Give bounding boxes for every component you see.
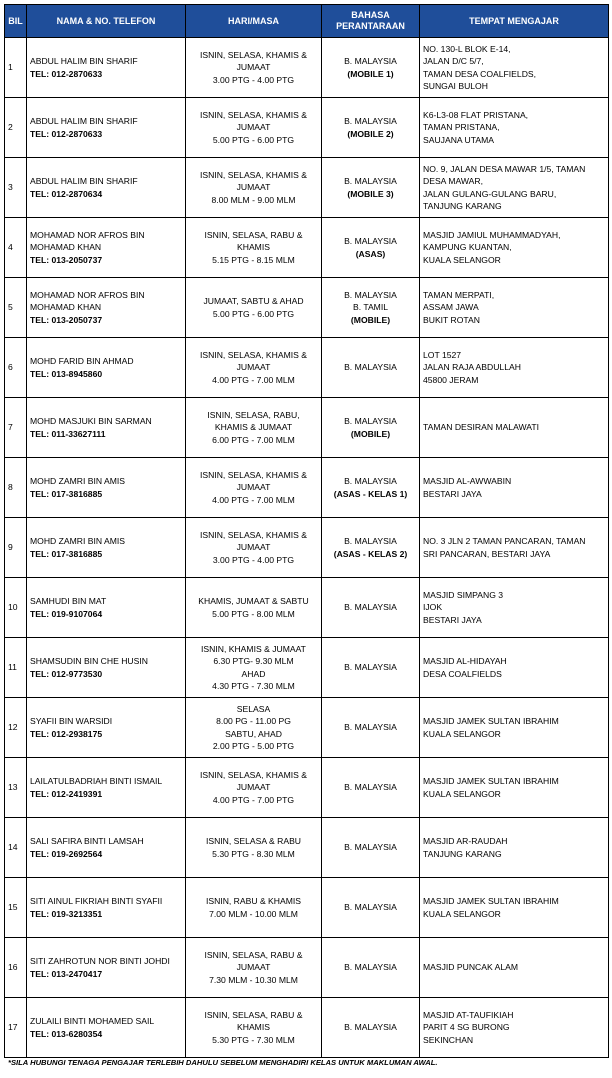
table-row (5, 98, 609, 158)
schedule-line: ISNIN, SELASA, RABU & (204, 949, 303, 960)
header-bahasa-line1: BAHASA (351, 10, 390, 20)
location-line: BESTARI JAYA (423, 614, 482, 625)
header-hari: HARI/MASA (186, 5, 322, 38)
language-line: (ASAS - KELAS 2) (333, 548, 408, 559)
schedule-line: 5.00 PTG - 6.00 PTG (212, 134, 295, 145)
teacher-name: ZULAILI BINTI MOHAMED SAIL (30, 1016, 155, 1027)
location-cell (420, 638, 609, 698)
schedule-line: AHAD (241, 668, 266, 679)
schedule-line: JUMAAT (236, 782, 271, 793)
language-cell (322, 578, 420, 638)
teacher-cell (27, 278, 186, 338)
schedule-line: ISNIN, SELASA, KHAMIS & (200, 349, 307, 360)
language-line: B. MALAYSIA (344, 722, 397, 733)
teacher-name: MOHD ZAMRI BIN AMIS (30, 476, 126, 487)
language-line: B. MALAYSIA (344, 56, 397, 67)
schedule-cell (186, 638, 322, 698)
schedule-line: ISNIN, SELASA, KHAMIS & (200, 49, 307, 60)
location-line: MASJID AL-HIDAYAH (423, 656, 507, 667)
teacher-phone: TEL: 013-2050737 (30, 254, 103, 265)
table-row (5, 638, 609, 698)
location-line: KUALA SELANGOR (423, 908, 501, 919)
teacher-name: ABDUL HALIM BIN SHARIF (30, 176, 138, 187)
teacher-cell (27, 758, 186, 818)
schedule-line: ISNIN, SELASA, KHAMIS & (200, 469, 307, 480)
teacher-name: SITI ZAHROTUN NOR BINTI JOHDI (30, 956, 170, 967)
schedule-line: ISNIN, SELASA, KHAMIS & (200, 169, 307, 180)
teacher-cell (27, 398, 186, 458)
language-line: B. MALAYSIA (344, 902, 397, 913)
row-number: 2 (5, 98, 27, 158)
schedule-line: 6.00 PTG - 7.00 MLM (212, 434, 295, 445)
location-line: LOT 1527 (423, 349, 462, 360)
location-cell (420, 818, 609, 878)
location-cell (420, 518, 609, 578)
table-row (5, 818, 609, 878)
location-cell (420, 278, 609, 338)
schedule-cell (186, 578, 322, 638)
table-row (5, 698, 609, 758)
teacher-cell (27, 518, 186, 578)
table-row (5, 998, 609, 1058)
teacher-name: MOHAMAD NOR AFROS BIN (30, 229, 145, 240)
teacher-phone: TEL: 019-3213351 (30, 908, 103, 919)
location-line: NO. 3 JLN 2 TAMAN PANCARAN, TAMAN (423, 536, 586, 547)
schedule-line: 5.15 PTG - 8.15 MLM (212, 254, 295, 265)
language-cell (322, 998, 420, 1058)
header-bahasa (322, 5, 420, 38)
schedule-line: JUMAAT (236, 962, 271, 973)
language-cell (322, 938, 420, 998)
language-line: B. MALAYSIA (344, 662, 397, 673)
schedule-line: JUMAAT, SABTU & AHAD (203, 296, 304, 307)
location-line: MASJID JAMEK SULTAN IBRAHIM (423, 716, 559, 727)
teacher-phone: TEL: 012-2870633 (30, 68, 103, 79)
location-line: KUALA SELANGOR (423, 728, 501, 739)
schedule-cell (186, 398, 322, 458)
language-line: B. MALAYSIA (344, 176, 397, 187)
language-cell (322, 158, 420, 218)
language-cell (322, 98, 420, 158)
table-row (5, 338, 609, 398)
schedule-line: JUMAAT (236, 182, 271, 193)
schedule-line: KHAMIS, JUMAAT & SABTU (198, 596, 309, 607)
schedule-line: JUMAAT (236, 62, 271, 73)
row-number: 10 (5, 578, 27, 638)
table-row (5, 218, 609, 278)
location-line: KAMPUNG KUANTAN, (423, 242, 512, 253)
location-line: MASJID SIMPANG 3 (423, 589, 504, 600)
language-cell (322, 758, 420, 818)
teacher-phone: TEL: 012-2419391 (30, 788, 103, 799)
language-line: B. MALAYSIA (344, 602, 397, 613)
teacher-cell (27, 578, 186, 638)
table-row (5, 518, 609, 578)
teacher-name: SHAMSUDIN BIN CHE HUSIN (30, 656, 148, 667)
teacher-name: MOHAMAD KHAN (30, 302, 102, 313)
language-cell (322, 638, 420, 698)
location-line: MASJID JAMEK SULTAN IBRAHIM (423, 896, 559, 907)
table-row (5, 578, 609, 638)
teacher-phone: TEL: 012-9773530 (30, 668, 103, 679)
header-tempat: TEMPAT MENGAJAR (420, 5, 609, 38)
teacher-name: MOHAMAD KHAN (30, 242, 102, 253)
schedule-line: 4.00 PTG - 7.00 PTG (212, 794, 295, 805)
schedule-line: 8.00 PG - 11.00 PG (216, 716, 291, 727)
header-bahasa-line2: PERANTARAAN (336, 21, 405, 31)
language-line: B. MALAYSIA (344, 476, 397, 487)
teacher-cell (27, 938, 186, 998)
language-cell (322, 278, 420, 338)
language-line: B. MALAYSIA (344, 289, 397, 300)
schedule-line: ISNIN, RABU & KHAMIS (205, 896, 302, 907)
schedule-line: 8.00 MLM - 9.00 MLM (211, 194, 296, 205)
teacher-cell (27, 218, 186, 278)
schedule-cell (186, 758, 322, 818)
location-line: ASSAM JAWA (423, 302, 479, 313)
location-line: MASJID AT-TAUFIKIAH (423, 1009, 514, 1020)
location-line: SAUJANA UTAMA (423, 134, 494, 145)
language-line: B. MALAYSIA (344, 116, 397, 127)
teacher-cell (27, 98, 186, 158)
table-row (5, 938, 609, 998)
teacher-cell (27, 698, 186, 758)
location-cell (420, 878, 609, 938)
teacher-name: MOHD ZAMRI BIN AMIS (30, 536, 126, 547)
location-line: JALAN D/C 5/7, (423, 56, 484, 67)
schedule-line: 2.00 PTG - 5.00 PTG (212, 740, 295, 751)
row-number: 14 (5, 818, 27, 878)
schedule-line: ISNIN, KHAMIS & JUMAAT (201, 643, 306, 654)
schedule-line: JUMAAT (236, 542, 271, 553)
schedule-line: 7.00 MLM - 10.00 MLM (209, 908, 298, 919)
schedule-table (4, 4, 609, 1058)
location-line: TAMAN DESA COALFIELDS, (423, 68, 537, 79)
row-number: 13 (5, 758, 27, 818)
location-line: NO. 9, JALAN DESA MAWAR 1/5, TAMAN (423, 163, 586, 174)
language-cell (322, 818, 420, 878)
schedule-line: 5.00 PTG - 6.00 PTG (212, 308, 295, 319)
location-cell (420, 758, 609, 818)
language-line: B. MALAYSIA (344, 1022, 397, 1033)
language-line: (MOBILE 3) (347, 188, 394, 199)
language-line: B. MALAYSIA (344, 842, 397, 853)
schedule-line: KHAMIS & JUMAAT (214, 422, 293, 433)
teacher-cell (27, 158, 186, 218)
teacher-name: ABDUL HALIM BIN SHARIF (30, 56, 138, 67)
teacher-phone: TEL: 012-2870634 (30, 188, 103, 199)
location-line: DESA MAWAR, (423, 176, 484, 187)
language-cell (322, 458, 420, 518)
teacher-name: SITI AINUL FIKRIAH BINTI SYAFII (30, 896, 163, 907)
language-cell (322, 398, 420, 458)
location-cell (420, 698, 609, 758)
teacher-phone: TEL: 012-2870633 (30, 128, 103, 139)
schedule-cell (186, 458, 322, 518)
location-line: BUKIT ROTAN (423, 314, 480, 325)
location-line: 45800 JERAM (423, 374, 479, 385)
row-number: 3 (5, 158, 27, 218)
language-line: B. MALAYSIA (344, 782, 397, 793)
language-line: B. MALAYSIA (344, 362, 397, 373)
location-cell (420, 218, 609, 278)
schedule-line: 4.00 PTG - 7.00 MLM (212, 494, 295, 505)
teacher-phone: TEL: 013-2050737 (30, 314, 103, 325)
table-row (5, 878, 609, 938)
teacher-name: LAILATULBADRIAH BINTI ISMAIL (30, 776, 163, 787)
language-cell (322, 698, 420, 758)
schedule-line: 4.00 PTG - 7.00 MLM (212, 374, 295, 385)
location-line: DESA COALFIELDS (423, 668, 502, 679)
location-line: TANJUNG KARANG (423, 848, 502, 859)
language-line: (MOBILE) (350, 428, 391, 439)
schedule-line: ISNIN, SELASA, KHAMIS & (200, 109, 307, 120)
teacher-name: MOHD MASJUKI BIN SARMAN (30, 416, 152, 427)
language-cell (322, 878, 420, 938)
row-number: 5 (5, 278, 27, 338)
schedule-cell (186, 338, 322, 398)
location-cell (420, 38, 609, 98)
location-line: TAMAN MERPATI, (423, 289, 495, 300)
table-row (5, 758, 609, 818)
language-line: B. TAMIL (352, 302, 389, 313)
teacher-name: ABDUL HALIM BIN SHARIF (30, 116, 138, 127)
teacher-name: SAMHUDI BIN MAT (30, 596, 107, 607)
schedule-line: SABTU, AHAD (225, 728, 282, 739)
language-line: (MOBILE 2) (347, 128, 394, 139)
location-line: NO. 130-L BLOK E-14, (423, 43, 511, 54)
schedule-cell (186, 938, 322, 998)
schedule-line: 5.30 PTG - 7.30 MLM (212, 1034, 295, 1045)
teacher-phone: TEL: 017-3816885 (30, 488, 103, 499)
teacher-name: SYAFII BIN WARSIDI (30, 716, 113, 727)
teacher-cell (27, 38, 186, 98)
schedule-line: 4.30 PTG - 7.30 MLM (212, 680, 295, 691)
row-number: 9 (5, 518, 27, 578)
location-line: SRI PANCARAN, BESTARI JAYA (423, 548, 551, 559)
schedule-cell (186, 38, 322, 98)
schedule-cell (186, 818, 322, 878)
schedule-line: JUMAAT (236, 362, 271, 373)
location-line: JALAN GULANG-GULANG BARU, (423, 188, 557, 199)
schedule-line: 3.00 PTG - 4.00 PTG (212, 74, 295, 85)
location-line: TAMAN DESIRAN MALAWATI (423, 422, 540, 433)
row-number: 8 (5, 458, 27, 518)
language-line: B. MALAYSIA (344, 962, 397, 973)
table-row (5, 278, 609, 338)
location-line: PARIT 4 SG BURONG (423, 1022, 510, 1033)
location-line: MASJID JAMIUL MUHAMMADYAH, (423, 229, 561, 240)
schedule-cell (186, 998, 322, 1058)
schedule-cell (186, 518, 322, 578)
location-cell (420, 578, 609, 638)
location-cell (420, 98, 609, 158)
row-number: 1 (5, 38, 27, 98)
location-cell (420, 398, 609, 458)
schedule-line: JUMAAT (236, 122, 271, 133)
language-line: (ASAS) (355, 248, 386, 259)
location-cell (420, 338, 609, 398)
schedule-cell (186, 698, 322, 758)
schedule-line: KHAMIS (237, 1022, 270, 1033)
schedule-line: KHAMIS (237, 242, 270, 253)
schedule-line: 5.30 PTG - 8.30 MLM (212, 848, 295, 859)
schedule-line: ISNIN, SELASA, RABU & (204, 229, 303, 240)
footnote: *SILA HUBUNGI TENAGA PENGAJAR TERLEBIH DAHULU SEBELUM MENGHADIRI KELAS UNTUK MAKLUMAN AWAL. (8, 1058, 438, 1067)
teacher-phone: TEL: 013-8945860 (30, 368, 103, 379)
teacher-cell (27, 638, 186, 698)
location-line: KUALA SELANGOR (423, 254, 501, 265)
header-nama: NAMA & NO. TELEFON (27, 5, 186, 38)
teacher-phone: TEL: 019-2692564 (30, 848, 103, 859)
teacher-phone: TEL: 011-33627111 (30, 428, 106, 439)
row-number: 17 (5, 998, 27, 1058)
schedule-cell (186, 218, 322, 278)
schedule-line: 7.30 MLM - 10.30 MLM (209, 974, 298, 985)
schedule-cell (186, 158, 322, 218)
table-header-row (5, 5, 609, 38)
schedule-line: ISNIN, SELASA, RABU, (207, 409, 300, 420)
location-line: MASJID PUNCAK ALAM (423, 962, 519, 973)
teacher-cell (27, 818, 186, 878)
location-cell (420, 938, 609, 998)
location-cell (420, 458, 609, 518)
location-line: SEKINCHAN (423, 1034, 474, 1045)
location-line: TANJUNG KARANG (423, 200, 502, 211)
table-body (5, 38, 609, 1058)
header-bil: BIL (5, 5, 27, 38)
schedule-line: ISNIN, SELASA & RABU (205, 836, 302, 847)
teacher-name: SALI SAFIRA BINTI LAMSAH (30, 836, 144, 847)
table-row (5, 38, 609, 98)
teacher-phone: TEL: 019-9107064 (30, 608, 103, 619)
table-row (5, 458, 609, 518)
schedule-line: 6.30 PTG- 9.30 MLM (213, 656, 294, 667)
language-cell (322, 218, 420, 278)
location-line: KUALA SELANGOR (423, 788, 501, 799)
schedule-line: ISNIN, SELASA, KHAMIS & (200, 769, 307, 780)
location-line: JALAN RAJA ABDULLAH (423, 362, 521, 373)
language-line: (MOBILE) (350, 314, 391, 325)
language-cell (322, 38, 420, 98)
row-number: 7 (5, 398, 27, 458)
table-row (5, 158, 609, 218)
location-cell (420, 158, 609, 218)
row-number: 4 (5, 218, 27, 278)
schedule-cell (186, 278, 322, 338)
teacher-phone: TEL: 017-3816885 (30, 548, 103, 559)
language-line: B. MALAYSIA (344, 416, 397, 427)
language-line: B. MALAYSIA (344, 236, 397, 247)
row-number: 6 (5, 338, 27, 398)
schedule-line: SELASA (236, 703, 271, 714)
schedule-line: JUMAAT (236, 482, 271, 493)
location-line: MASJID AL-AWWABIN (423, 476, 512, 487)
location-line: K6-L3-08 FLAT PRISTANA, (423, 109, 529, 120)
language-line: (MOBILE 1) (347, 68, 394, 79)
teacher-phone: TEL: 012-2938175 (30, 728, 103, 739)
location-line: MASJID AR-RAUDAH (423, 836, 508, 847)
language-cell (322, 518, 420, 578)
schedule-cell (186, 878, 322, 938)
location-line: TAMAN PRISTANA, (423, 122, 500, 133)
row-number: 15 (5, 878, 27, 938)
row-number: 12 (5, 698, 27, 758)
schedule-cell (186, 98, 322, 158)
teacher-cell (27, 998, 186, 1058)
teacher-cell (27, 878, 186, 938)
schedule-line: ISNIN, SELASA, KHAMIS & (200, 529, 307, 540)
teacher-name: MOHAMAD NOR AFROS BIN (30, 289, 145, 300)
table-row (5, 398, 609, 458)
teacher-cell (27, 338, 186, 398)
teacher-phone: TEL: 013-6280354 (30, 1028, 103, 1039)
schedule-line: 5.00 PTG - 8.00 MLM (212, 608, 295, 619)
location-line: IJOK (423, 602, 443, 613)
teacher-phone: TEL: 013-2470417 (30, 968, 103, 979)
language-line: (ASAS - KELAS 1) (333, 488, 408, 499)
teacher-name: MOHD FARID BIN AHMAD (30, 356, 134, 367)
teacher-cell (27, 458, 186, 518)
row-number: 16 (5, 938, 27, 998)
location-line: BESTARI JAYA (423, 488, 482, 499)
schedule-line: ISNIN, SELASA, RABU & (204, 1009, 303, 1020)
location-cell (420, 998, 609, 1058)
language-line: B. MALAYSIA (344, 536, 397, 547)
row-number: 11 (5, 638, 27, 698)
location-line: MASJID JAMEK SULTAN IBRAHIM (423, 776, 559, 787)
location-line: SUNGAI BULOH (423, 80, 488, 91)
language-cell (322, 338, 420, 398)
schedule-line: 3.00 PTG - 4.00 PTG (212, 554, 295, 565)
